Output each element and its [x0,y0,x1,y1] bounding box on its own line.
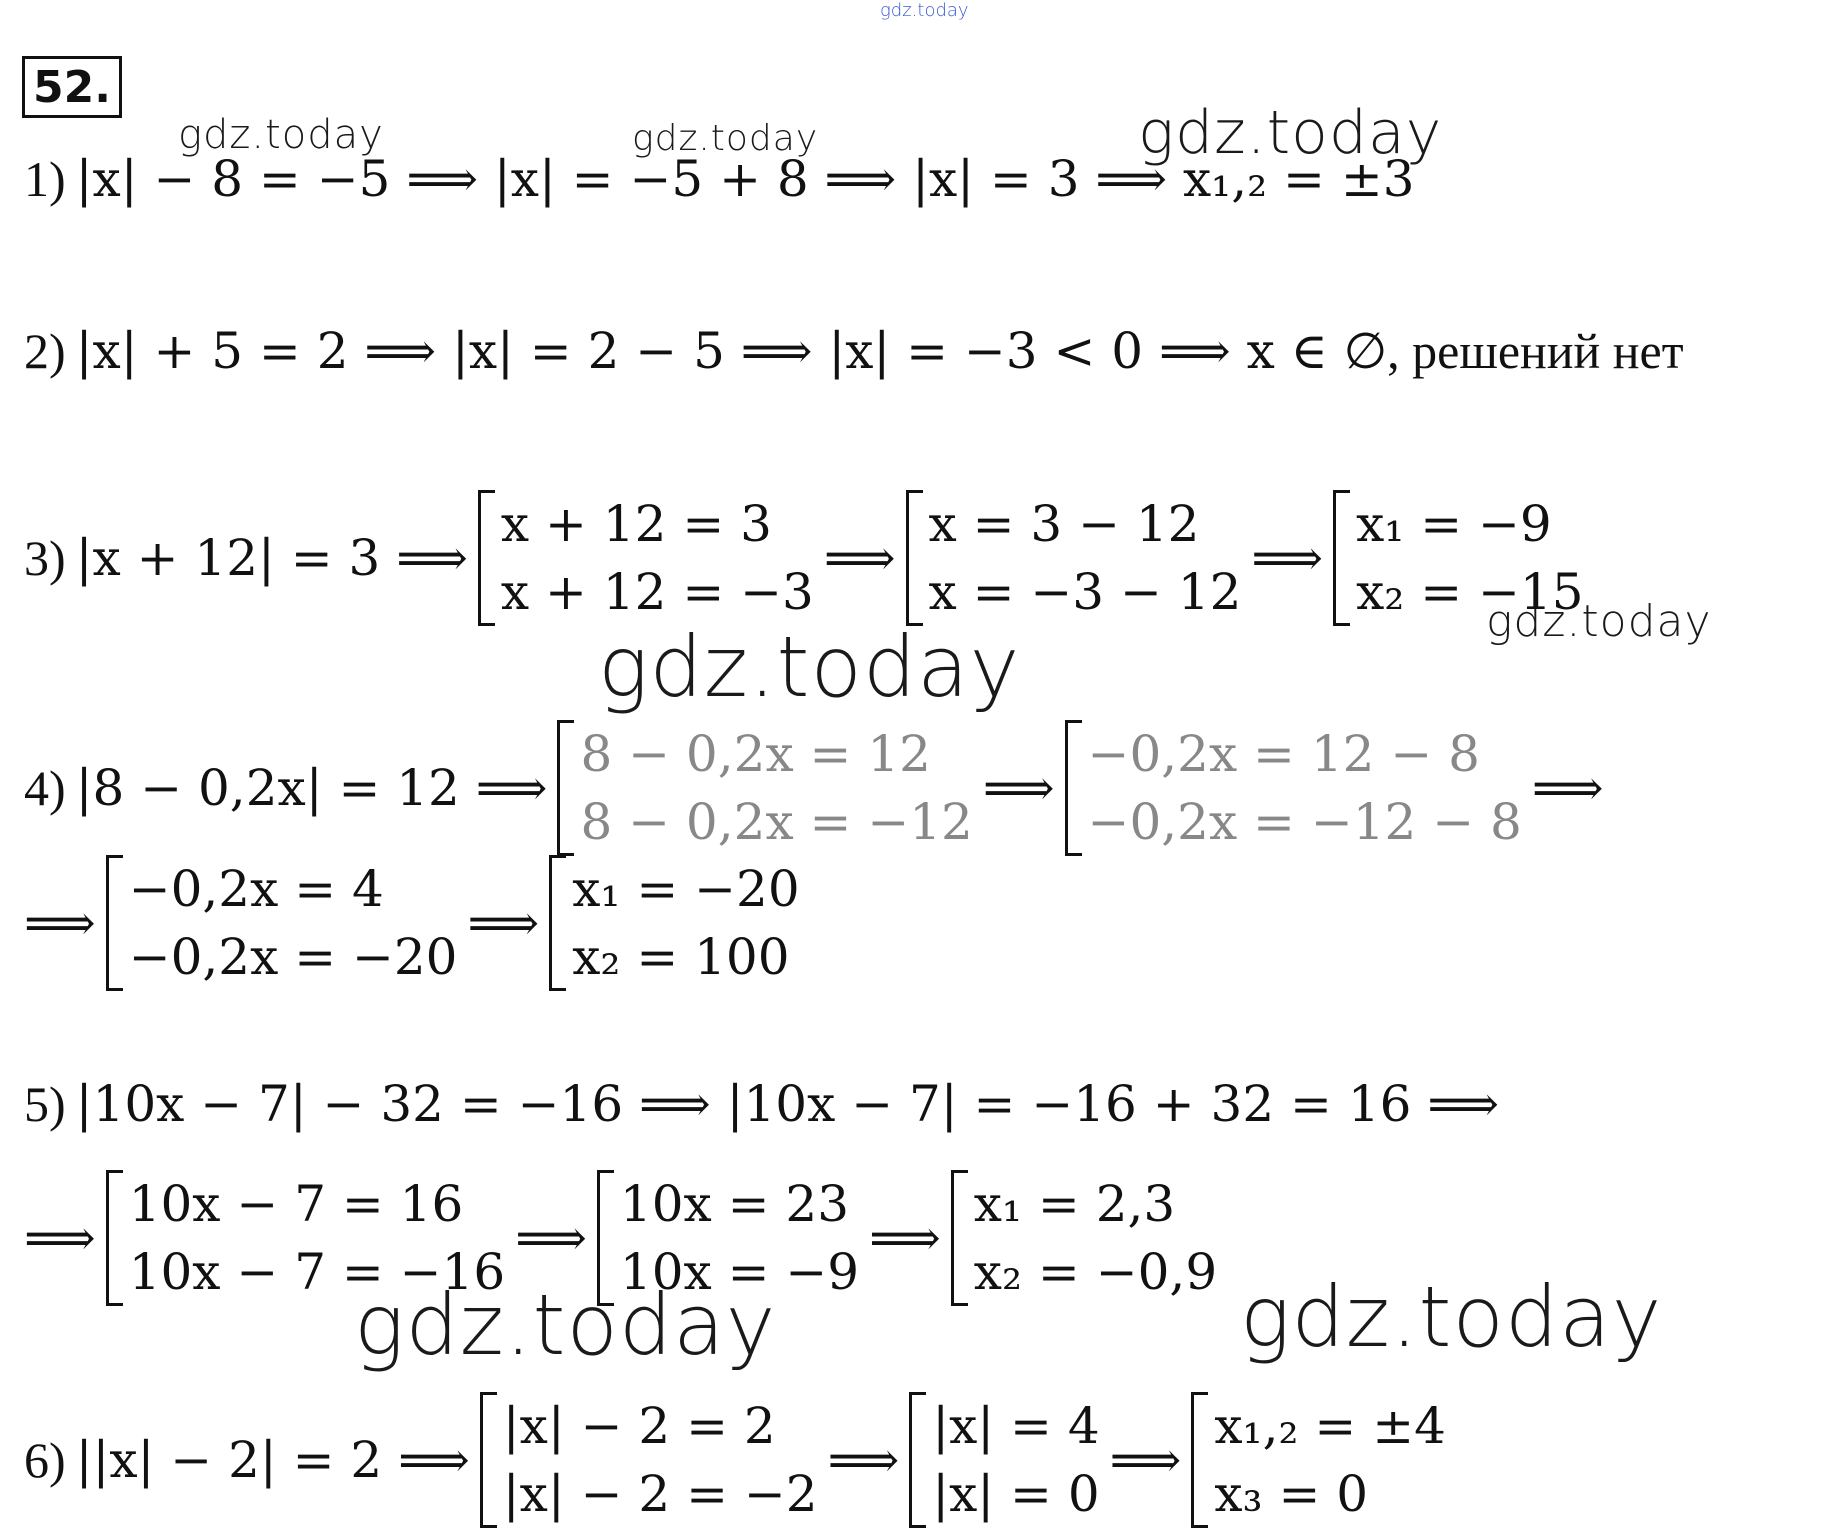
item-label: 1) [24,151,66,207]
system-row: 10x = −9 [619,1243,860,1301]
implies-arrow: ⟹ [24,1209,96,1267]
implies-arrow: ⟹ [515,1209,587,1267]
watermark: gdz.today [354,1276,777,1374]
system-bracket [557,720,972,856]
system-bracket [478,490,814,626]
implies-arrow: ⟹ [467,894,540,952]
bracket-line [557,720,574,856]
system-bracket [1065,720,1522,856]
watermark: gdz.today [598,618,1021,716]
system-row: 10x = 23 [619,1175,850,1233]
watermark: gdz.today [1240,1268,1663,1366]
problem-4-continued [24,855,810,991]
system-bracket [909,1392,1099,1528]
system-row: x₂ = −15 [1356,563,1584,621]
bracket-line [480,1392,497,1528]
problem-1 [24,150,1425,208]
problem-2 [24,322,1684,380]
bracket-line [909,1392,926,1528]
watermark: gdz.today [632,118,819,159]
equation: |x| − 8 = −5 ⟹ |x| = −5 + 8 ⟹ |x| = 3 ⟹ x₁,₂ = ±3 [75,150,1415,208]
system-row: x₁,₂ = ±4 [1214,1397,1446,1455]
system-bracket [106,855,458,991]
item-label: 2) [24,323,66,379]
equation: |8 − 0,2x| = 12 ⟹ [75,759,548,817]
implies-arrow: ⟹ [24,894,96,952]
system-row: |x| = 4 [932,1397,1100,1455]
implies-arrow: ⟹ [1531,759,1604,817]
item-label: 5) [24,1076,66,1132]
conclusion-text: , решений нет [1387,323,1684,379]
system-bracket [906,490,1242,626]
system-row: −0,2x = 12 − 8 [1087,725,1480,783]
problem-5-continued [24,1170,1227,1306]
implies-arrow: ⟹ [869,1209,941,1267]
system-row: 8 − 0,2x = −12 [580,793,973,851]
system-bracket [597,1170,859,1306]
bracket-line [597,1170,614,1306]
implies-arrow: ⟹ [1251,529,1324,587]
system-bracket [549,855,799,991]
system-row: x = −3 − 12 [928,563,1242,621]
system-bracket [480,1392,818,1528]
system-row: 8 − 0,2x = 12 [580,725,931,783]
item-label: 4) [24,760,66,816]
problem-5 [24,1075,1509,1133]
system-row: x₂ = 100 [572,928,790,986]
bracket-line [951,1170,968,1306]
problem-6 [24,1392,1456,1528]
system-row: x₁ = 2,3 [973,1175,1176,1233]
system-row: x + 12 = 3 [500,495,772,553]
system-row: −0,2x = 4 [128,860,384,918]
system-row: −0,2x = −20 [128,928,458,986]
system-row: x = 3 − 12 [928,495,1200,553]
system-bracket [1191,1392,1446,1528]
equation: |x + 12| = 3 ⟹ [75,529,468,587]
bracket-line [106,1170,123,1306]
watermark: gdz.today [1138,98,1443,168]
implies-arrow: ⟹ [982,759,1055,817]
equation: |10x − 7| − 32 = −16 ⟹ |10x − 7| = −16 + 32 = 16 ⟹ [75,1075,1500,1133]
item-label: 3) [24,530,66,586]
item-label: 6) [24,1432,66,1488]
bracket-line [478,490,495,626]
system-row: 10x − 7 = 16 [128,1175,464,1233]
system-row: x₁ = −9 [1356,495,1552,553]
bracket-line [1065,720,1082,856]
watermark: gdz.today [1486,596,1712,647]
bracket-line [1333,490,1350,626]
implies-arrow: ⟹ [827,1431,900,1489]
problem-3 [24,490,1594,626]
system-row: x + 12 = −3 [500,563,814,621]
system-row: |x| − 2 = −2 [502,1465,818,1523]
watermark-top: gdz.today [880,0,969,21]
equation: ||x| − 2| = 2 ⟹ [75,1431,470,1489]
watermark: gdz.today [178,112,384,158]
problem-number: 52. [22,56,122,118]
system-row: x₃ = 0 [1214,1465,1369,1523]
system-row: −0,2x = −12 − 8 [1087,793,1522,851]
system-row: 10x − 7 = −16 [128,1243,506,1301]
implies-arrow: ⟹ [1109,1431,1182,1489]
equation: |x| + 5 = 2 ⟹ |x| = 2 − 5 ⟹ |x| = −3 < 0 ⟹ x ∈ ∅ [75,322,1388,380]
system-row: |x| = 0 [932,1465,1100,1523]
system-row: |x| − 2 = 2 [502,1397,776,1455]
implies-arrow: ⟹ [823,529,896,587]
bracket-line [906,490,923,626]
bracket-line [549,855,566,991]
bracket-line [1191,1392,1208,1528]
bracket-line [106,855,123,991]
system-bracket [1333,490,1583,626]
system-row: x₁ = −20 [572,860,800,918]
system-row: x₂ = −0,9 [973,1243,1218,1301]
system-bracket [106,1170,506,1306]
problem-4 [24,720,1614,856]
system-bracket [951,1170,1217,1306]
